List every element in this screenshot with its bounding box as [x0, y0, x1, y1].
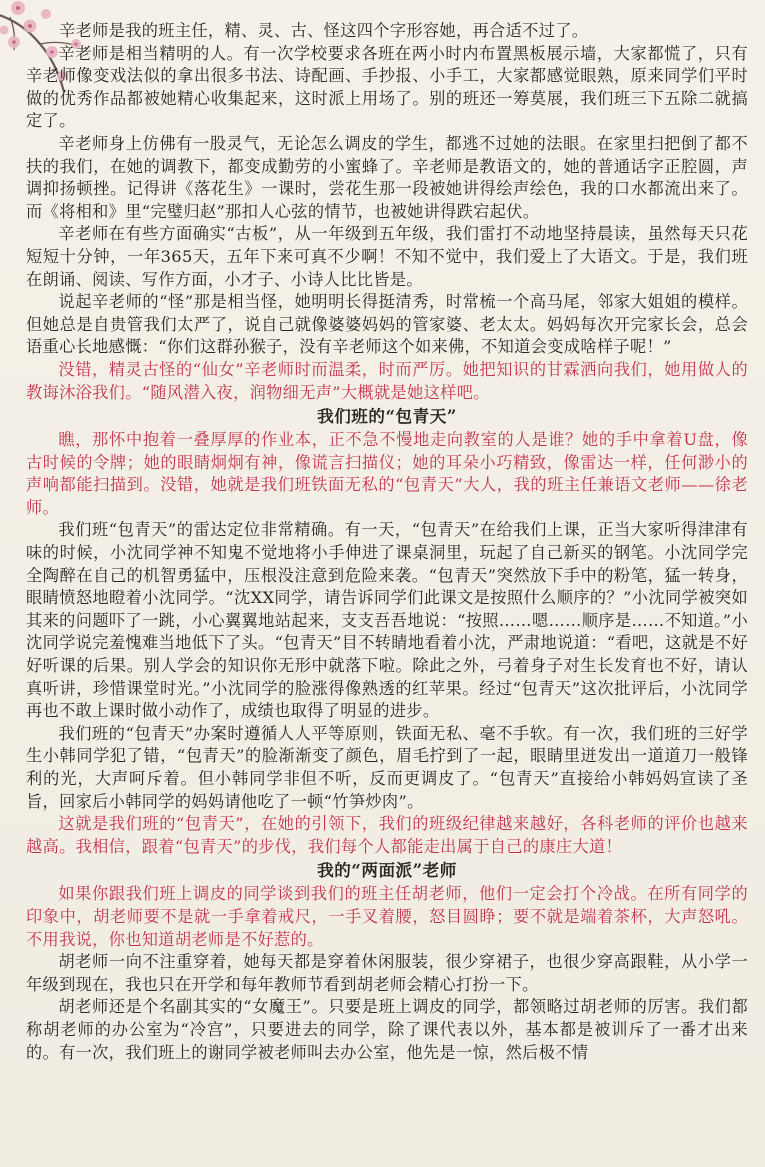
highlight-paragraph: 瞧，那怀中抱着一叠厚厚的作业本，正不急不慢地走向教室的人是谁？她的手中拿着U盘，像古时候的令牌；她的眼睛炯炯有神，像谎言扫描仪；她的耳朵小巧精致，像雷达一样，任何渺小的声响都能扫描到。没错，她就是我们班铁面无私的“包青天”大人，我的班主任兼语文老师——徐老师。	[26, 430, 748, 517]
section-heading: 我的“两面派”老师	[317, 860, 457, 881]
body-paragraph: 我们班“包青天”的雷达定位非常精确。有一天，“包青天”在给我们上课，正当大家听得津津有味的时候，小沈同学神不知鬼不觉地将小手伸进了课桌洞里，玩起了自己新买的钢笔。小沈同学完全陶醉在自己的机智勇猛中，压根没注意到危险来袭。“包青天”突然放下手中的粉笔，猛一转身，眼睛愤怒地瞪着小沈同学。“沈XX同学，请告诉同学们此课文是按照什么顺序的？”小沈同学被突如其来的问题吓了一跳，小心翼翼地站起来，支支吾吾地说：“按照……嗯……顺序是……不知道。”小沈同学说完羞愧难当地低下了头。“包青天”目不转睛地看着小沈，严肃地说道：“看吧，这就是不好好听课的后果。别人学会的知识你无形中就落下啦。除此之外，弓着身子对生长发育也不好，请认真听讲，珍惜课堂时光。”小沈同学的脸涨得像熟透的红苹果。经过“包青天”这次批评后，小沈同学再也不敢上课时做小动作了，成绩也取得了明显的进步。	[26, 520, 748, 721]
highlight-paragraph: 这就是我们班的“包青天”，在她的引领下，我们的班级纪律越来越好，各科老师的评价也越来越高。我相信，跟着“包青天”的步伐，我们每个人都能走出属于自己的康庄大道！	[26, 814, 748, 856]
section-heading: 我们班的“包青天”	[317, 406, 457, 427]
body-paragraph: 胡老师一向不注重穿着，她每天都是穿着休闲服装，很少穿裙子，也很少穿高跟鞋，从小学一年级到现在，我也只在开学和每年教师节看到胡老师会精心打扮一下。	[26, 952, 748, 994]
body-paragraph: 说起辛老师的“怪”那是相当怪，她明明长得挺清秀，时常梳一个高马尾，邻家大姐姐的模样。但她总是自贵管我们太严了，说自己就像婆婆妈妈的管家婆、老太太。妈妈每次开完家长会，总会语重心长地感慨：“你们这群孙猴子，没有辛老师这个如来佛，不知道会变成啥样子呢！”	[26, 292, 748, 357]
body-paragraph: 辛老师是相当精明的人。有一次学校要求各班在两小时内布置黑板展示墙，大家都慌了，只有辛老师像变戏法似的拿出很多书法、诗配画、手抄报、小手工，大家都感觉眼熟，原来同学们平时做的优秀作品都被她精心收集起来，这时派上用场了。别的班还一筹莫展，我们班三下五除二就搞定了。	[26, 43, 748, 131]
highlight-paragraph: 没错，精灵古怪的“仙女”辛老师时而温柔，时而严厉。她把知识的甘霖洒向我们，她用做人的教诲沐浴我们。“随风潜入夜，润物细无声”大概就是她这样吧。	[26, 359, 748, 402]
article-body	[26, 20, 748, 1064]
body-paragraph: 辛老师在有些方面确实“古板”，从一年级到五年级，我们雷打不动地坚持晨读，虽然每天只花短短十分钟，一年365天，五年下来可真不少啊！不知不觉中，我们爱上了大语文。于是，我们班在朗诵、阅读、写作方面，小才子、小诗人比比皆是。	[26, 224, 748, 289]
body-paragraph: 胡老师还是个名副其实的“女魔王”。只要是班上调皮的同学，都领略过胡老师的厉害。我们都称胡老师的办公室为“冷宫”，只要进去的同学，除了课代表以外，基本都是被训斥了一番才出来的。有一次，我们班上的谢同学被老师叫去办公室，他先是一惊，然后极不情	[26, 997, 748, 1062]
body-paragraph: 辛老师身上仿佛有一股灵气，无论怎么调皮的学生，都逃不过她的法眼。在家里扫把倒了都不扶的我们，在她的调教下，都变成勤劳的小蜜蜂了。辛老师是教语文的，她的普通话字正腔圆，声调抑扬顿挫。记得讲《落花生》一课时，尝花生那一段被她讲得绘声绘色，我的口水都流出来了。而《将相和》里“完璧归赵”那扣人心弦的情节，也被她讲得跌宕起伏。	[26, 133, 748, 221]
body-paragraph: 辛老师是我的班主任，精、灵、古、怪这四个字形容她，再合适不过了。	[26, 21, 589, 40]
body-paragraph: 我们班的“包青天”办案时遵循人人平等原则，铁面无私、毫不手软。有一次，我们班的三好学生小韩同学犯了错，“包青天”的脸渐渐变了颜色，眉毛拧到了一起，眼睛里迸发出一道道刀一般锋利的光，大声呵斥着。但小韩同学非但不听，反而更调皮了。“包青天”直接给小韩妈妈宣读了圣旨，回家后小韩同学的妈妈请他吃了一顿“竹笋炒肉”。	[26, 723, 748, 811]
highlight-paragraph: 如果你跟我们班上调皮的同学谈到我们的班主任胡老师，他们一定会打个冷战。在所有同学的印象中，胡老师要不是就一手拿着戒尺，一手叉着腰，怒目圆睁；要不就是端着茶杯，大声怒吼。不用我说，你也知道胡老师是不好惹的。	[26, 884, 748, 949]
